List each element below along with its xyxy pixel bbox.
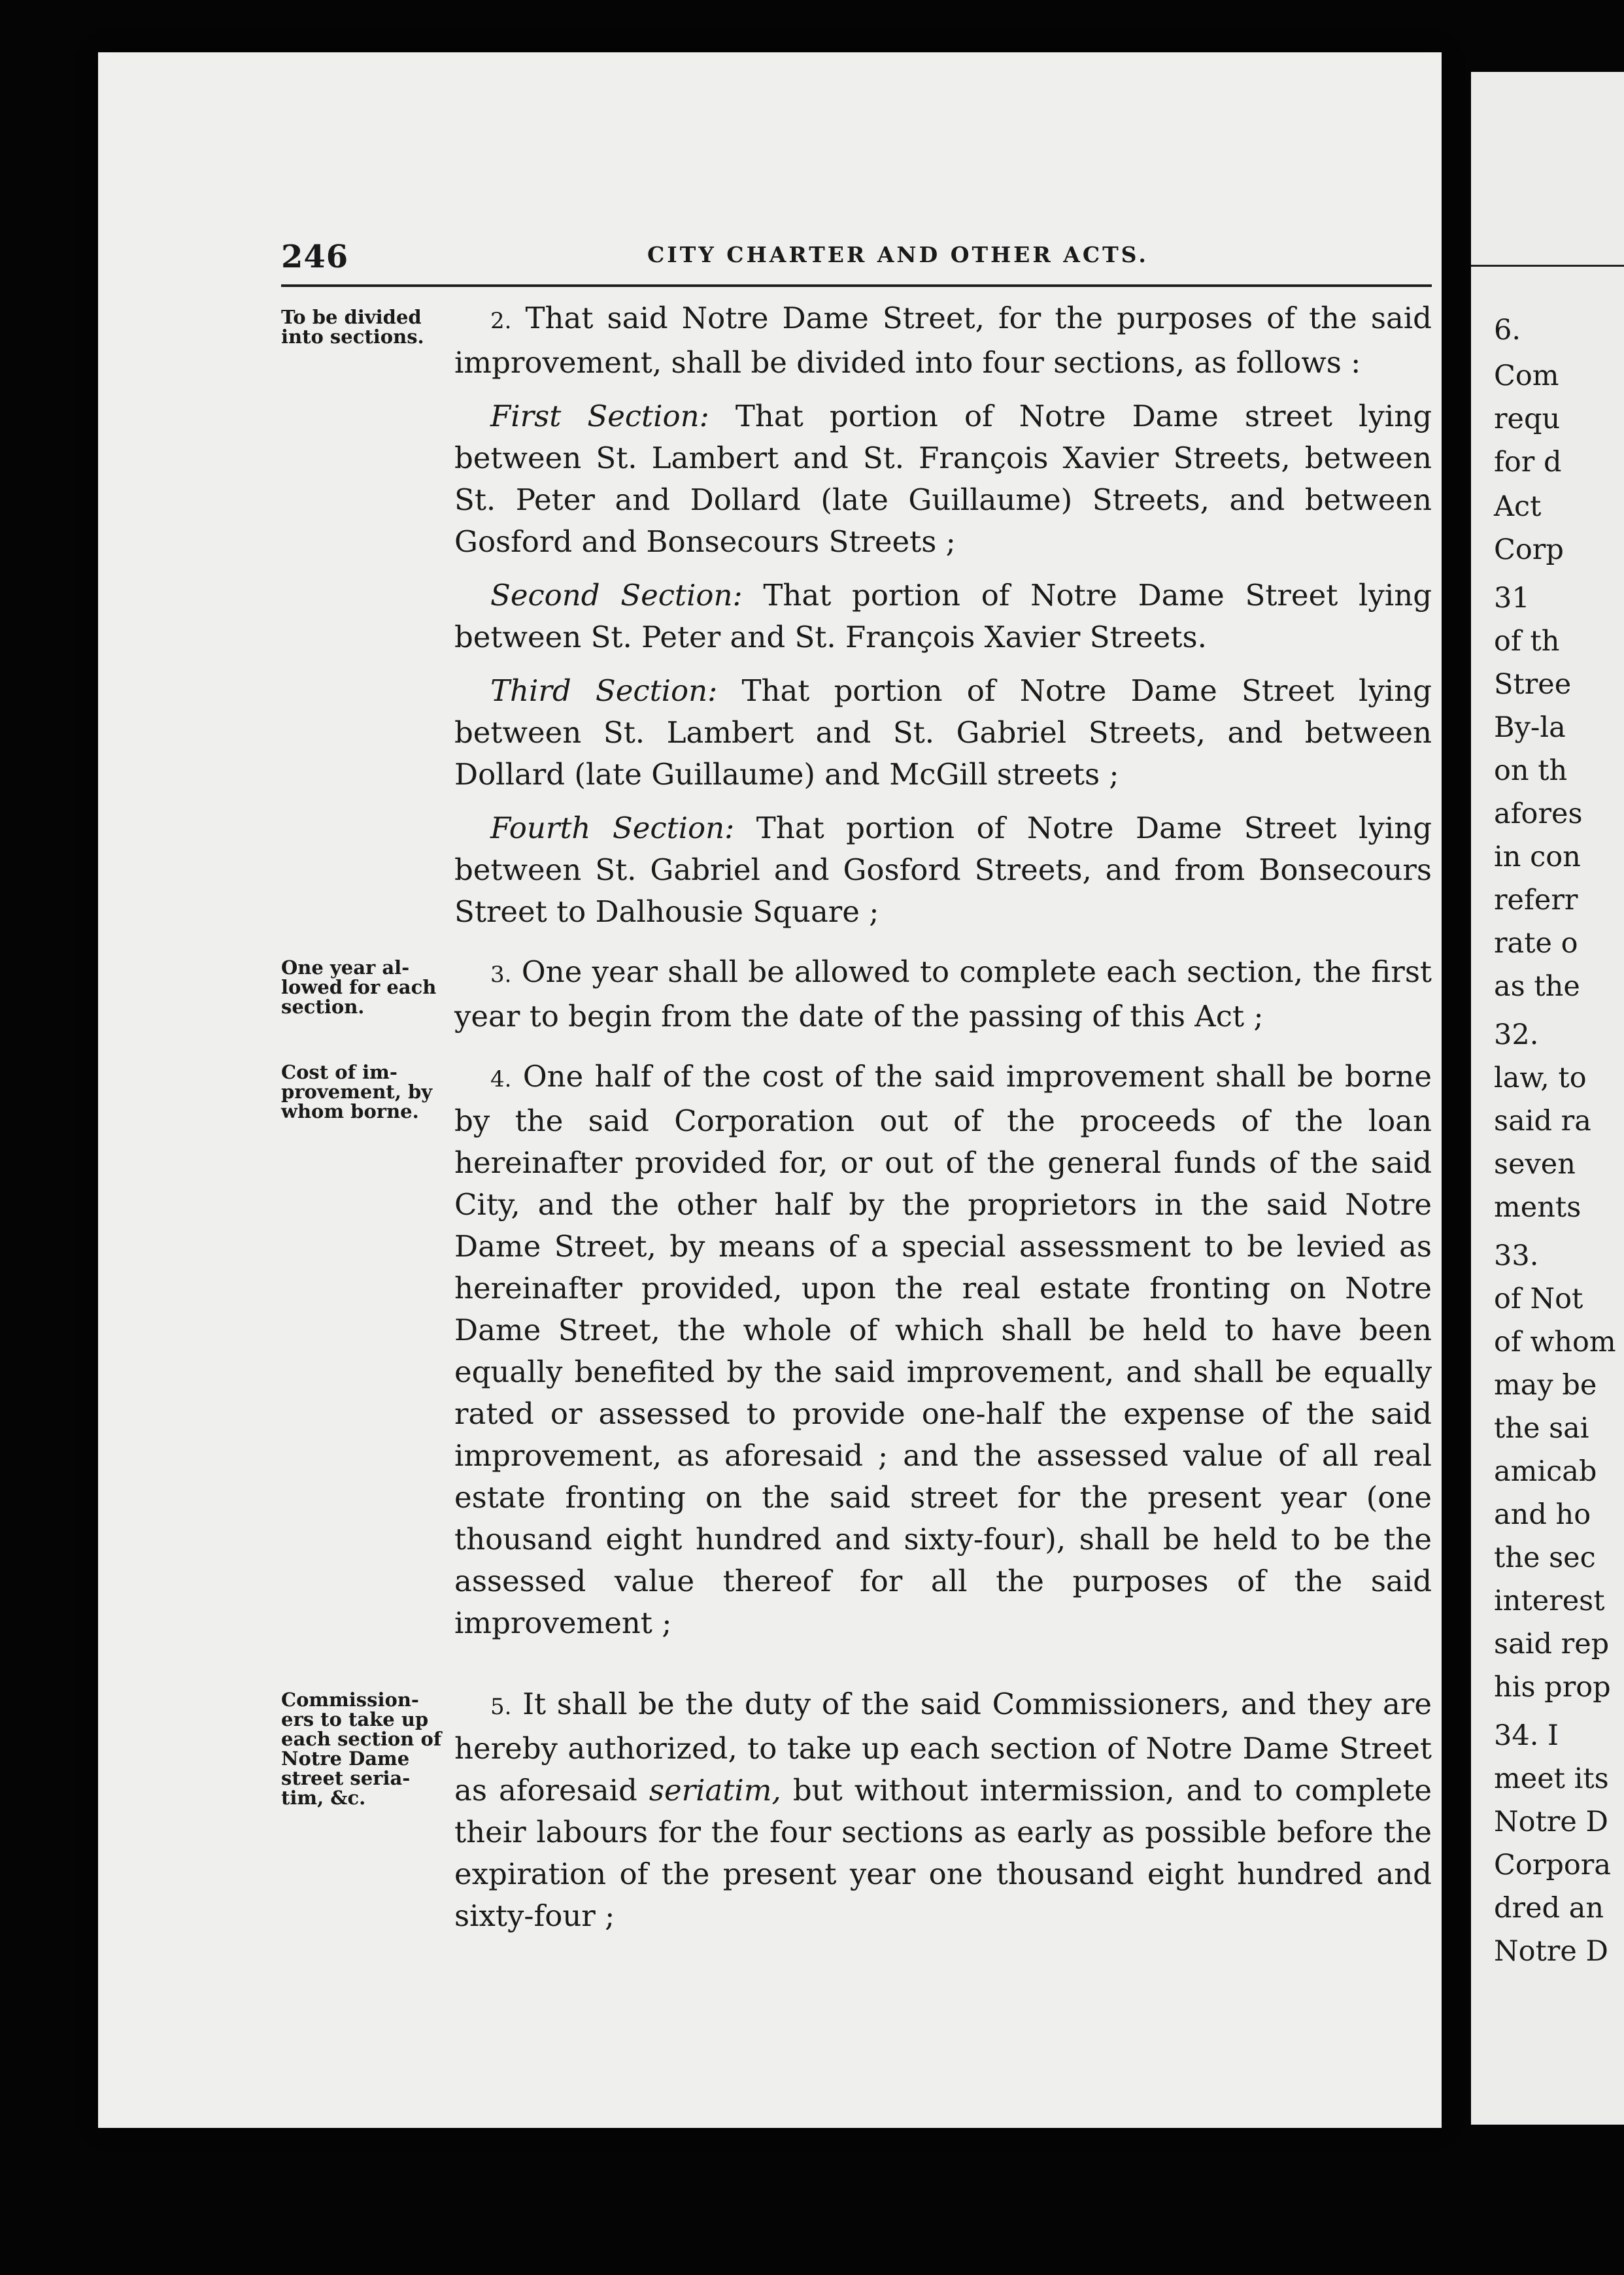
next-page-fragment: Corpora bbox=[1494, 1849, 1611, 1881]
next-page-fragment: Act bbox=[1494, 490, 1542, 523]
section-text: That portion of Notre Dame Street lying between St. Lambert and St. Gabriel Streets, and between Dollard (late Guillaume) and McGill streets ; bbox=[454, 673, 1432, 792]
clause-3-block bbox=[454, 951, 1432, 1049]
next-page-fragment: Corp bbox=[1494, 533, 1564, 566]
next-page-edge bbox=[1471, 72, 1624, 2125]
next-page-fragment: on th bbox=[1494, 754, 1568, 787]
clause-text: That said Notre Dame Street, for the purposes of the said improvement, shall be divided into four sections, as follows : bbox=[454, 301, 1432, 380]
section-text: That portion of Notre Dame Street lying between St. Gabriel and Gosford Streets, and from Bonsecours Street to Dalhousie Square ; bbox=[454, 811, 1432, 929]
section-text: That portion of Notre Dame street lying between St. Lambert and St. François Xavier Streets, between St. Peter and Dollard (late Guillaume) Streets, and between Gosford and Bonsecours Streets ; bbox=[454, 399, 1432, 559]
clause-number: 4. bbox=[490, 1066, 512, 1092]
clause-text-after: but without intermission, and to complete their labours for the four sections as early as possible before the expiration of the present year one thousand eight hundred and sixty-four ; bbox=[454, 1773, 1432, 1933]
section-label: Third Section: bbox=[490, 673, 718, 708]
next-page-fragment: rate o bbox=[1494, 927, 1578, 960]
next-page-fragment: Notre D bbox=[1494, 1935, 1608, 1968]
next-page-fragment: of Not bbox=[1494, 1283, 1583, 1315]
clause-text-before: It shall be the duty of the said Commissioners, and they are hereby authorized, to take up each section of Notre Dame Street as aforesaid bbox=[454, 1687, 1432, 1808]
next-page-fragment: afores bbox=[1494, 798, 1583, 830]
clause-5-block bbox=[454, 1683, 1432, 1949]
page-header bbox=[281, 212, 1432, 287]
next-page-fragment: meet its bbox=[1494, 1762, 1609, 1795]
clause-text: One half of the cost of the said improvement shall be borne by the said Corporation out of the proceeds of the loan hereinafter provided for, or out of the general funds of the said City, and the other half by the proprietors in the said Notre Dame Street, by means of a special assessment to be levied as hereinafter provided, upon the real estate fronting on Notre Dame Street, the whole of which shall be held to have been equally benefited by the said improvement, and shall be equally rated or assessed to provide one-half the expense of the said improvement, as aforesaid ; and the assessed value of all real estate fronting on the said street for the present year (one thousand eight hundred and sixty-four), shall be held to be the assessed value thereof for all the purposes of the said improvement ; bbox=[454, 1059, 1432, 1640]
next-page-fragment: interest bbox=[1494, 1585, 1605, 1617]
next-page-fragment: said ra bbox=[1494, 1105, 1591, 1138]
fourth-section bbox=[454, 807, 1432, 933]
next-page-fragment: the sec bbox=[1494, 1542, 1596, 1574]
clause-number: 2. bbox=[490, 308, 512, 334]
clause-4-block bbox=[454, 1056, 1432, 1656]
next-page-fragment: and ho bbox=[1494, 1498, 1591, 1531]
clause-number: 5. bbox=[490, 1694, 512, 1720]
next-page-fragment: his prop bbox=[1494, 1671, 1611, 1704]
clause-3 bbox=[454, 951, 1432, 1037]
clause-4 bbox=[454, 1056, 1432, 1644]
book-page bbox=[98, 52, 1442, 2128]
next-page-fragment: for d bbox=[1494, 446, 1562, 479]
next-page-fragment: requ bbox=[1494, 403, 1561, 435]
margin-note-commissioners: Commission-ers to take up each section of Notre Dame street seria-tim, &c. bbox=[281, 1689, 442, 1809]
running-title: CITY CHARTER AND OTHER ACTS. bbox=[647, 242, 1149, 267]
margin-note-one-year: One year al-lowed for each section. bbox=[281, 956, 437, 1018]
second-section bbox=[454, 575, 1432, 658]
section-label: First Section: bbox=[490, 399, 709, 433]
next-page-fragment: 32. bbox=[1494, 1019, 1539, 1051]
clause-italic: seriatim, bbox=[649, 1773, 781, 1808]
next-page-fragment: the sai bbox=[1494, 1412, 1589, 1445]
page-number: 246 bbox=[281, 239, 349, 275]
next-page-fragment: may be bbox=[1494, 1369, 1597, 1402]
next-page-fragment: 31 bbox=[1494, 582, 1530, 615]
section-list-block bbox=[454, 297, 1432, 945]
section-text: That portion of Notre Dame Street lying between St. Peter and St. François Xavier Streets. bbox=[454, 578, 1432, 654]
section-label: Second Section: bbox=[490, 578, 743, 613]
clause-number: 3. bbox=[490, 962, 512, 988]
margin-note-sections: To be divided into sections. bbox=[281, 306, 424, 348]
clause-2 bbox=[454, 297, 1432, 384]
next-page-rule bbox=[1471, 265, 1624, 267]
section-label: Fourth Section: bbox=[490, 811, 735, 845]
next-page-fragment: Notre D bbox=[1494, 1806, 1608, 1838]
next-page-fragment: By-la bbox=[1494, 711, 1566, 744]
next-page-fragment: said rep bbox=[1494, 1628, 1610, 1660]
clause-5 bbox=[454, 1683, 1432, 1937]
next-page-fragment: 6. bbox=[1494, 314, 1521, 346]
next-page-fragment: Com bbox=[1494, 360, 1559, 392]
next-page-fragment: 34. I bbox=[1494, 1719, 1559, 1752]
first-section bbox=[454, 396, 1432, 563]
next-page-fragment: as the bbox=[1494, 970, 1580, 1003]
next-page-fragment: dred an bbox=[1494, 1892, 1604, 1925]
margin-note-cost: Cost of im-provement, by whom borne. bbox=[281, 1061, 433, 1122]
next-page-fragment: referr bbox=[1494, 884, 1578, 917]
next-page-fragment: amicab bbox=[1494, 1455, 1597, 1488]
next-page-fragment: of whom bbox=[1494, 1326, 1616, 1358]
third-section bbox=[454, 670, 1432, 796]
next-page-fragment: 33. bbox=[1494, 1239, 1539, 1272]
next-page-fragment: ments bbox=[1494, 1191, 1582, 1224]
next-page-fragment: law, to bbox=[1494, 1062, 1587, 1094]
next-page-fragment: Stree bbox=[1494, 668, 1572, 701]
clause-text: One year shall be allowed to complete each section, the first year to begin from the date of the passing of this Act ; bbox=[454, 954, 1432, 1034]
next-page-fragment: of th bbox=[1494, 625, 1560, 658]
next-page-fragment: seven bbox=[1494, 1148, 1576, 1181]
next-page-fragment: in con bbox=[1494, 841, 1581, 873]
